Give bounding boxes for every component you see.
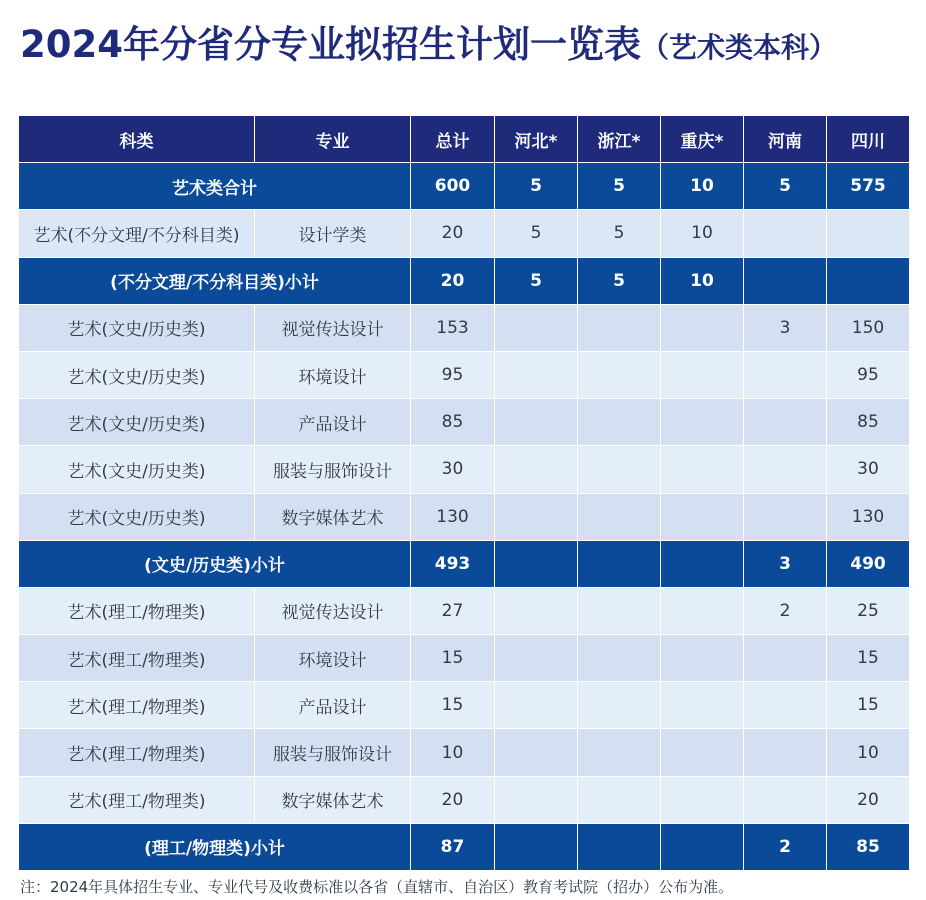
cell-chongqing: 10 bbox=[661, 257, 744, 304]
cell-hebei bbox=[495, 304, 578, 351]
cell-category: 艺术(文史/历史类) bbox=[19, 399, 255, 446]
cell-hebei: 5 bbox=[495, 163, 578, 210]
cell-total: 95 bbox=[411, 351, 495, 398]
cell-major: 服装与服饰设计 bbox=[255, 446, 411, 493]
cell-total: 85 bbox=[411, 399, 495, 446]
cell-sichuan: 25 bbox=[827, 587, 910, 634]
enrollment-plan-table bbox=[18, 115, 910, 871]
cell-sichuan: 150 bbox=[827, 304, 910, 351]
cell-zhejiang bbox=[578, 304, 661, 351]
cell-sichuan: 15 bbox=[827, 635, 910, 682]
cell-chongqing bbox=[661, 351, 744, 398]
table-row bbox=[19, 635, 910, 682]
cell-sichuan: 490 bbox=[827, 540, 910, 587]
table-row bbox=[19, 446, 910, 493]
header-major: 专业 bbox=[255, 116, 411, 163]
cell-major: 服装与服饰设计 bbox=[255, 729, 411, 776]
cell-zhejiang bbox=[578, 399, 661, 446]
cell-hebei bbox=[495, 493, 578, 540]
cell-sichuan: 85 bbox=[827, 823, 910, 870]
cell-henan: 3 bbox=[744, 540, 827, 587]
table-row bbox=[19, 729, 910, 776]
subtotal-row-science bbox=[19, 823, 910, 870]
cell-hebei bbox=[495, 682, 578, 729]
cell-total: 15 bbox=[411, 682, 495, 729]
cell-chongqing bbox=[661, 776, 744, 823]
cell-sichuan: 30 bbox=[827, 446, 910, 493]
cell-henan: 5 bbox=[744, 163, 827, 210]
header-henan: 河南 bbox=[744, 116, 827, 163]
cell-zhejiang bbox=[578, 729, 661, 776]
cell-sichuan: 95 bbox=[827, 351, 910, 398]
cell-major: 环境设计 bbox=[255, 351, 411, 398]
art-total-row bbox=[19, 163, 910, 210]
cell-hebei: 5 bbox=[495, 257, 578, 304]
cell-category: 艺术(文史/历史类) bbox=[19, 351, 255, 398]
cell-major: 产品设计 bbox=[255, 399, 411, 446]
cell-total: 27 bbox=[411, 587, 495, 634]
cell-category: 艺术(不分文理/不分科目类) bbox=[19, 210, 255, 257]
cell-sichuan: 575 bbox=[827, 163, 910, 210]
cell-chongqing bbox=[661, 682, 744, 729]
cell-zhejiang bbox=[578, 635, 661, 682]
header-total: 总计 bbox=[411, 116, 495, 163]
cell-henan bbox=[744, 729, 827, 776]
cell-henan bbox=[744, 399, 827, 446]
art-total-label: 艺术类合计 bbox=[19, 163, 411, 210]
cell-total: 493 bbox=[411, 540, 495, 587]
cell-henan bbox=[744, 776, 827, 823]
cell-major: 视觉传达设计 bbox=[255, 587, 411, 634]
cell-hebei bbox=[495, 540, 578, 587]
table-header-row bbox=[19, 116, 910, 163]
header-chongqing: 重庆* bbox=[661, 116, 744, 163]
cell-chongqing bbox=[661, 399, 744, 446]
cell-sichuan: 130 bbox=[827, 493, 910, 540]
cell-category: 艺术(理工/物理类) bbox=[19, 635, 255, 682]
cell-henan bbox=[744, 682, 827, 729]
cell-major: 数字媒体艺术 bbox=[255, 776, 411, 823]
cell-total: 10 bbox=[411, 729, 495, 776]
cell-category: 艺术(理工/物理类) bbox=[19, 776, 255, 823]
table-row bbox=[19, 210, 910, 257]
cell-chongqing: 10 bbox=[661, 210, 744, 257]
cell-sichuan: 10 bbox=[827, 729, 910, 776]
cell-zhejiang: 5 bbox=[578, 163, 661, 210]
cell-henan: 3 bbox=[744, 304, 827, 351]
cell-zhejiang bbox=[578, 682, 661, 729]
cell-category: 艺术(理工/物理类) bbox=[19, 729, 255, 776]
cell-chongqing bbox=[661, 446, 744, 493]
cell-category: 艺术(理工/物理类) bbox=[19, 587, 255, 634]
cell-sichuan: 85 bbox=[827, 399, 910, 446]
cell-chongqing bbox=[661, 729, 744, 776]
cell-hebei bbox=[495, 823, 578, 870]
table-row bbox=[19, 776, 910, 823]
cell-henan bbox=[744, 635, 827, 682]
cell-zhejiang: 5 bbox=[578, 210, 661, 257]
header-category: 科类 bbox=[19, 116, 255, 163]
cell-zhejiang bbox=[578, 351, 661, 398]
cell-chongqing bbox=[661, 587, 744, 634]
subtotal-label: (文史/历史类)小计 bbox=[19, 540, 411, 587]
cell-major: 产品设计 bbox=[255, 682, 411, 729]
cell-henan bbox=[744, 493, 827, 540]
cell-major: 环境设计 bbox=[255, 635, 411, 682]
cell-chongqing bbox=[661, 304, 744, 351]
cell-henan bbox=[744, 351, 827, 398]
cell-chongqing bbox=[661, 635, 744, 682]
title-main: 2024年分省分专业拟招生计划一览表 bbox=[20, 23, 641, 66]
cell-zhejiang bbox=[578, 540, 661, 587]
cell-henan bbox=[744, 257, 827, 304]
cell-hebei bbox=[495, 729, 578, 776]
header-hebei: 河北* bbox=[495, 116, 578, 163]
table-row bbox=[19, 399, 910, 446]
cell-major: 设计学类 bbox=[255, 210, 411, 257]
cell-zhejiang bbox=[578, 776, 661, 823]
cell-major: 数字媒体艺术 bbox=[255, 493, 411, 540]
cell-total: 20 bbox=[411, 257, 495, 304]
cell-total: 153 bbox=[411, 304, 495, 351]
cell-sichuan: 15 bbox=[827, 682, 910, 729]
cell-category: 艺术(文史/历史类) bbox=[19, 446, 255, 493]
cell-henan bbox=[744, 446, 827, 493]
table-row bbox=[19, 351, 910, 398]
cell-henan: 2 bbox=[744, 823, 827, 870]
cell-total: 600 bbox=[411, 163, 495, 210]
subtotal-row-undivided bbox=[19, 257, 910, 304]
subtotal-row-history bbox=[19, 540, 910, 587]
page-title bbox=[20, 14, 837, 68]
title-suffix: （艺术类本科） bbox=[640, 31, 837, 64]
cell-major: 视觉传达设计 bbox=[255, 304, 411, 351]
cell-zhejiang bbox=[578, 823, 661, 870]
cell-category: 艺术(文史/历史类) bbox=[19, 493, 255, 540]
table-row bbox=[19, 587, 910, 634]
cell-hebei: 5 bbox=[495, 210, 578, 257]
cell-zhejiang bbox=[578, 493, 661, 540]
cell-total: 30 bbox=[411, 446, 495, 493]
cell-zhejiang bbox=[578, 587, 661, 634]
cell-hebei bbox=[495, 776, 578, 823]
cell-hebei bbox=[495, 351, 578, 398]
cell-chongqing bbox=[661, 493, 744, 540]
cell-chongqing bbox=[661, 540, 744, 587]
cell-sichuan bbox=[827, 210, 910, 257]
subtotal-label: (理工/物理类)小计 bbox=[19, 823, 411, 870]
cell-chongqing: 10 bbox=[661, 163, 744, 210]
cell-henan: 2 bbox=[744, 587, 827, 634]
header-sichuan: 四川 bbox=[827, 116, 910, 163]
cell-hebei bbox=[495, 446, 578, 493]
cell-henan bbox=[744, 210, 827, 257]
cell-total: 87 bbox=[411, 823, 495, 870]
cell-category: 艺术(文史/历史类) bbox=[19, 304, 255, 351]
footnote: 注：2024年具体招生专业、专业代号及收费标准以各省（直辖市、自治区）教育考试院（招办）公布为准。 bbox=[20, 878, 734, 896]
cell-total: 20 bbox=[411, 210, 495, 257]
header-zhejiang: 浙江* bbox=[578, 116, 661, 163]
cell-total: 20 bbox=[411, 776, 495, 823]
table-row bbox=[19, 682, 910, 729]
cell-hebei bbox=[495, 587, 578, 634]
cell-zhejiang bbox=[578, 446, 661, 493]
table-row bbox=[19, 304, 910, 351]
cell-sichuan: 20 bbox=[827, 776, 910, 823]
cell-total: 130 bbox=[411, 493, 495, 540]
cell-total: 15 bbox=[411, 635, 495, 682]
cell-hebei bbox=[495, 635, 578, 682]
table-row bbox=[19, 493, 910, 540]
cell-zhejiang: 5 bbox=[578, 257, 661, 304]
subtotal-label: (不分文理/不分科目类)小计 bbox=[19, 257, 411, 304]
cell-sichuan bbox=[827, 257, 910, 304]
cell-chongqing bbox=[661, 823, 744, 870]
cell-hebei bbox=[495, 399, 578, 446]
cell-category: 艺术(理工/物理类) bbox=[19, 682, 255, 729]
